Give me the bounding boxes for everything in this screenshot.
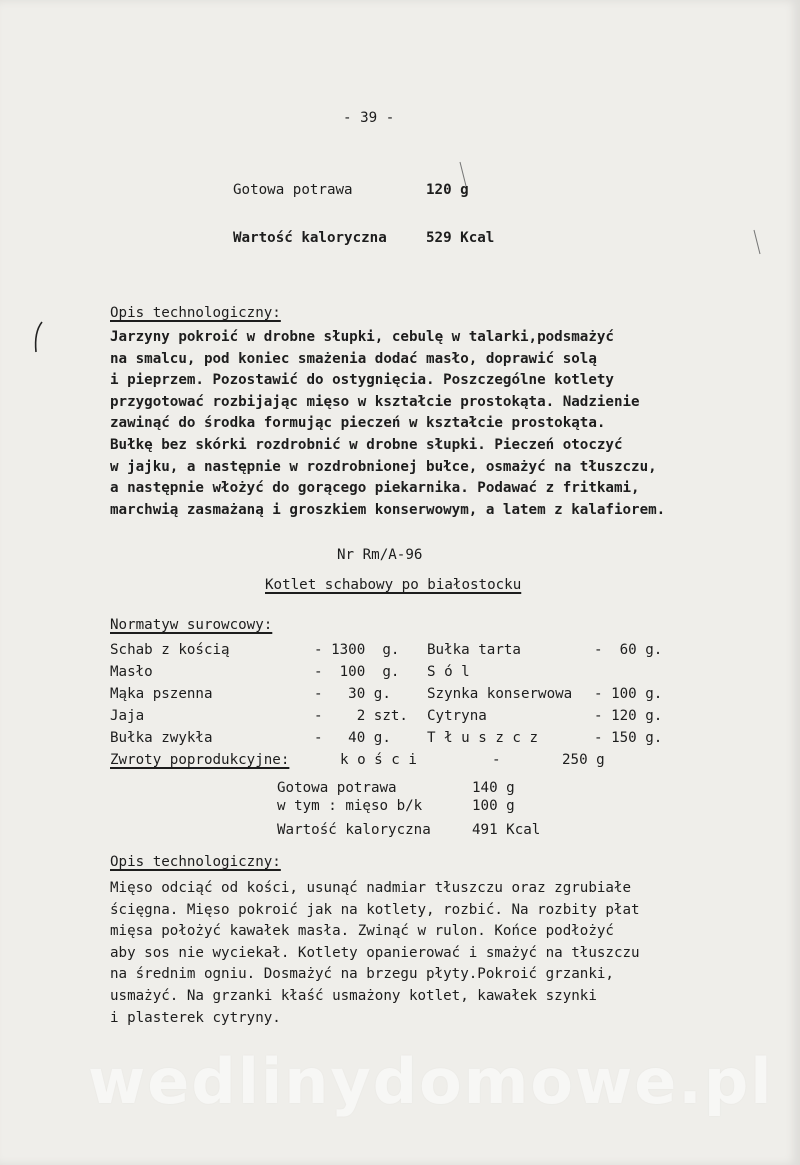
paragraph-line: usmażyć. Na grzanki kłaść usmażony kotlet, kawałek szynki bbox=[110, 987, 597, 1004]
recipe-number: Nr Rm/A-96 bbox=[337, 547, 423, 563]
zwroty-item: k o ś c i bbox=[340, 752, 417, 768]
paragraph-line: a następnie włożyć do gorącego piekarnika. Podawać z fritkami, bbox=[110, 480, 640, 497]
section-heading-opis-1: Opis technologiczny: bbox=[110, 305, 281, 321]
calorie-label: Wartość kaloryczna bbox=[233, 230, 387, 246]
meat-value: 100 g bbox=[472, 798, 515, 814]
paragraph-line: na średnim ogniu. Dosmażyć na brzegu płyty.Pokroić grzanki, bbox=[110, 966, 614, 983]
page-number: - 39 - bbox=[343, 110, 395, 126]
ready-dish-value-2: 140 g bbox=[472, 780, 515, 796]
ingredient-qty: - 100 g. bbox=[594, 686, 663, 702]
paragraph-line: i pieprzem. Pozostawić do ostygnięcia. Poszczególne kotlety bbox=[110, 372, 614, 389]
ingredient-name: S ó l bbox=[427, 664, 470, 680]
ingredient-name: Jaja bbox=[110, 708, 145, 724]
paragraph-line: ścięgna. Mięso pokroić jak na kotlety, rozbić. Na rozbity płat bbox=[110, 901, 640, 918]
recipe-title: Kotlet schabowy po białostocku bbox=[265, 577, 522, 593]
normatyw-heading: Normatyw surowcowy: bbox=[110, 617, 273, 633]
paragraph-line: mięsa położyć kawałek masła. Zwinąć w rulon. Końce podłożyć bbox=[110, 923, 614, 940]
paragraph-line: i plasterek cytryny. bbox=[110, 1009, 281, 1026]
watermark: wedlinydomowe.pl bbox=[88, 1045, 774, 1118]
ingredient-qty: - 2 szt. bbox=[314, 708, 408, 724]
ingredient-qty: - 120 g. bbox=[594, 708, 663, 724]
zwroty-value: 250 g bbox=[562, 752, 605, 768]
pencil-mark-icon bbox=[458, 160, 470, 190]
paragraph-line: aby sos nie wyciekał. Kotlety opanierować i smażyć na tłuszczu bbox=[110, 944, 640, 961]
ingredient-name: T ł u s z c z bbox=[427, 730, 539, 746]
paragraph-line: w jajku, a następnie w rozdrobnionej bułce, osmażyć na tłuszczu, bbox=[110, 458, 657, 475]
zwroty-dash: - bbox=[492, 752, 501, 768]
ingredient-name: Masło bbox=[110, 664, 153, 680]
ready-dish-label-2: Gotowa potrawa bbox=[277, 780, 397, 796]
pencil-mark-icon bbox=[752, 228, 764, 258]
paragraph-line: zawinąć do środka formując pieczeń w kształcie prostokąta. bbox=[110, 415, 606, 432]
paragraph-line: na smalcu, pod koniec smażenia dodać masło, doprawić solą bbox=[110, 350, 597, 367]
paragraph-line: Mięso odciąć od kości, usunąć nadmiar tłuszczu oraz zgrubiałe bbox=[110, 880, 632, 896]
paragraph-line: marchwią zasmażaną i groszkiem konserwowym, a latem z kalafiorem. bbox=[110, 501, 666, 518]
ingredient-qty: - 100 g. bbox=[314, 664, 400, 680]
ingredient-name: Szynka konserwowa bbox=[427, 686, 573, 702]
ingredient-name: Cytryna bbox=[427, 708, 487, 724]
ingredient-name: Bułka zwykła bbox=[110, 730, 213, 746]
opis-paragraph-2 bbox=[110, 878, 640, 1029]
ingredient-qty: - 1300 g. bbox=[314, 642, 400, 658]
calorie-value-2: 491 Kcal bbox=[472, 822, 541, 838]
ready-dish-label: Gotowa potrawa bbox=[233, 182, 353, 198]
paragraph-line: przygotować rozbijając mięso w kształcie prostokąta. Nadzienie bbox=[110, 393, 640, 410]
ingredient-qty: - 60 g. bbox=[594, 642, 663, 658]
pencil-mark-icon bbox=[28, 318, 48, 358]
paragraph-line: Jarzyny pokroić w drobne słupki, cebulę w talarki,podsmażyć bbox=[110, 329, 614, 345]
meat-label: w tym : mięso b/k bbox=[277, 798, 423, 814]
ingredient-qty: - 40 g. bbox=[314, 730, 391, 746]
ready-dish-value: 120 g bbox=[426, 182, 469, 198]
ingredient-qty: - 30 g. bbox=[314, 686, 391, 702]
ingredient-name: Schab z kością bbox=[110, 642, 230, 658]
calorie-value: 529 Kcal bbox=[426, 230, 495, 246]
paragraph-line: Bułkę bez skórki rozdrobnić w drobne słupki. Pieczeń otoczyć bbox=[110, 436, 623, 453]
opis-paragraph-1 bbox=[110, 327, 665, 521]
ingredient-name: Bułka tarta bbox=[427, 642, 521, 658]
ingredient-name: Mąka pszenna bbox=[110, 686, 213, 702]
section-heading-opis-2: Opis technologiczny: bbox=[110, 854, 281, 870]
ingredient-qty: - 150 g. bbox=[594, 730, 663, 746]
zwroty-label: Zwroty poprodukcyjne: bbox=[110, 752, 290, 768]
calorie-label-2: Wartość kaloryczna bbox=[277, 822, 431, 838]
